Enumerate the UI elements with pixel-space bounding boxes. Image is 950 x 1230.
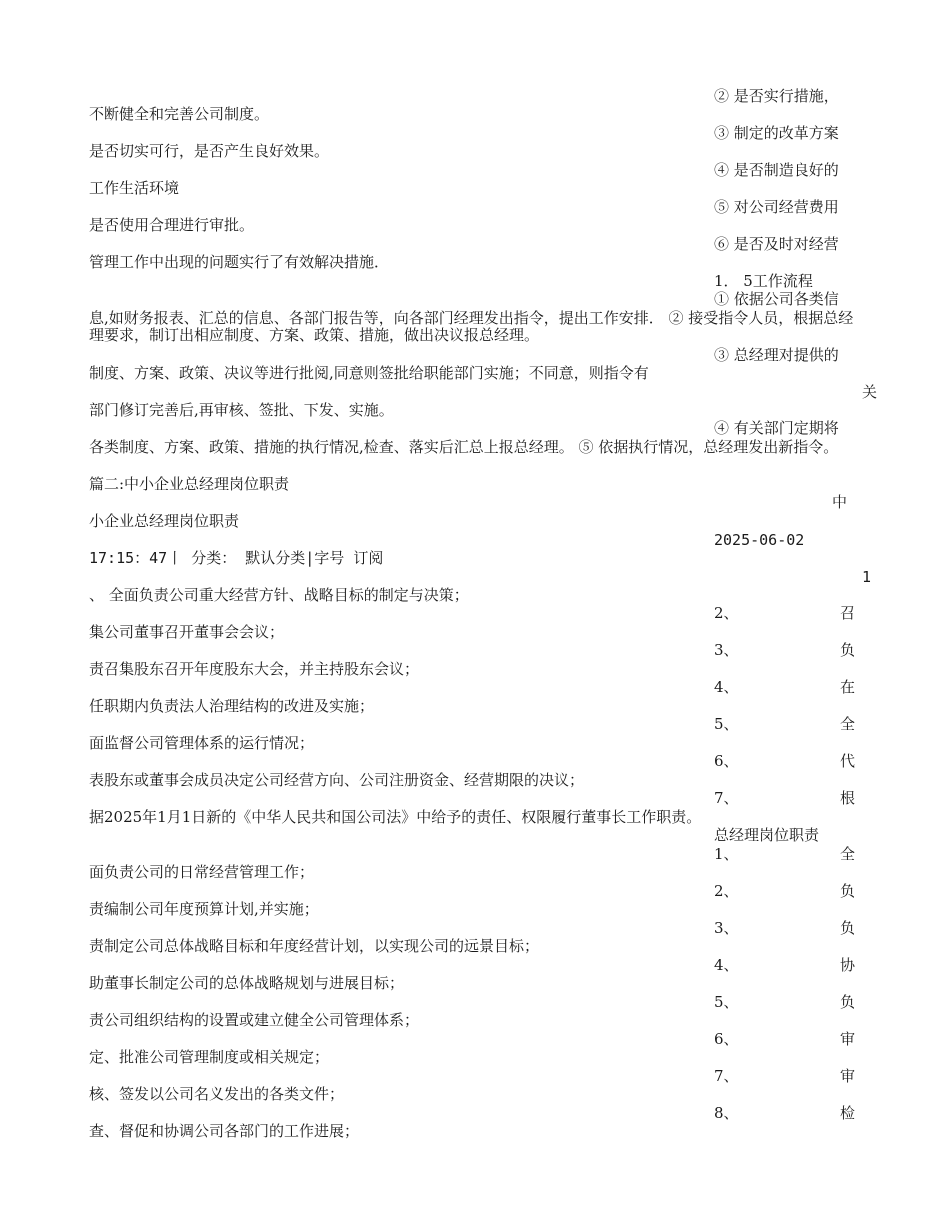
- list-char: 负: [840, 882, 856, 900]
- list-char: 负: [840, 919, 856, 937]
- list-char: 检: [840, 1104, 856, 1122]
- duty-line: 面负责公司的日常经营管理工作；: [89, 863, 315, 881]
- list-char: 审: [840, 1067, 856, 1085]
- flow-item: ③ 总经理对提供的: [714, 346, 839, 364]
- check-item: ③ 制定的改革方案: [714, 124, 839, 142]
- duty-line: 定、批准公司管理制度或相关规定；: [89, 1048, 330, 1066]
- check-item: ⑤ 对公司经营费用: [714, 198, 839, 216]
- duty-line: 表股东或董事会成员决定公司经营方向、公司注册资金、经营期限的决议；: [89, 771, 585, 789]
- list-number: 2、: [714, 882, 739, 900]
- list-number: 6、: [714, 1030, 739, 1048]
- stray-character: 关: [862, 383, 878, 401]
- list-number: 6、: [714, 752, 739, 770]
- list-number: 3、: [714, 919, 739, 937]
- list-number: 1: [862, 568, 872, 586]
- duty-line: 责召集股东召开年度股东大会，并主持股东会议；: [89, 660, 420, 678]
- list-number: 7、: [714, 1067, 739, 1085]
- list-char: 代: [840, 752, 856, 770]
- list-char: 协: [840, 956, 856, 974]
- duty-line: 查、督促和协调公司各部门的工作进展；: [89, 1122, 360, 1140]
- list-number: 4、: [714, 678, 739, 696]
- duty-line: 集公司董事召开董事会会议；: [89, 623, 285, 641]
- body-line: 制度、方案、政策、决议等进行批阅,同意则签批给职能部门实施；不同意，则指令有: [89, 364, 649, 382]
- list-number: 8、: [714, 1104, 739, 1122]
- article-title: 篇二:中小企业总经理岗位职责: [89, 475, 290, 493]
- article-subtitle: 小企业总经理岗位职责: [89, 512, 240, 530]
- duty-line: 核、签发以公司名义发出的各类文件；: [89, 1085, 345, 1103]
- check-item: ④ 是否制造良好的: [714, 161, 839, 179]
- list-number: 1、: [714, 845, 739, 863]
- workflow-paragraph: 各类制度、方案、政策、措施的执行情况,检查、落实后汇总上报总经理。 ⑤ 依据执行情况，总经理发出新指令。: [89, 438, 839, 456]
- list-char: 全: [840, 845, 856, 863]
- list-char: 全: [840, 715, 856, 733]
- duty-line: 、 全面负责公司重大经营方针、战略目标的制定与决策；: [89, 586, 469, 604]
- list-char: 在: [840, 678, 856, 696]
- check-item: ② 是否实行措施，: [714, 87, 839, 105]
- workflow-paragraph: 息,如财务报表、汇总的信息、各部门报告等，向各部门经理发出指令，提出工作安排． ② 接受指令人员，根据总经理要求，制订出相应制度、方案、政策、措施，做出决议报总经理。: [89, 309, 854, 344]
- list-number: 5、: [714, 715, 739, 733]
- list-char: 负: [840, 993, 856, 1011]
- body-line: 不断健全和完善公司制度。: [89, 105, 270, 123]
- list-char: 审: [840, 1030, 856, 1048]
- list-number: 2、: [714, 604, 739, 622]
- duty-line: 责编制公司年度预算计划,并实施；: [89, 900, 319, 918]
- duty-line: 助董事长制定公司的总体战略规划与进展目标；: [89, 974, 405, 992]
- duty-line: 责制定公司总体战略目标和年度经营计划，以实现公司的远景目标；: [89, 937, 540, 955]
- duty-line: 据2025年1月1日新的《中华人民共和国公司法》中给予的责任、权限履行董事长工作职责。: [89, 808, 702, 826]
- body-line: 部门修订完善后,再审核、签批、下发、实施。: [89, 401, 394, 419]
- duty-line: 责公司组织结构的设置或建立健全公司管理体系；: [89, 1011, 420, 1029]
- list-char: 召: [840, 604, 856, 622]
- list-char: 负: [840, 641, 856, 659]
- list-number: 5、: [714, 993, 739, 1011]
- duty-line: 任职期内负责法人治理结构的改进及实施；: [89, 697, 375, 715]
- body-line: 管理工作中出现的问题实行了有效解决措施．: [89, 253, 390, 271]
- flow-item: ① 依据公司各类信: [714, 290, 839, 308]
- stray-character: 中: [832, 493, 848, 511]
- list-number: 3、: [714, 641, 739, 659]
- post-meta: 17:15：47丨 分类： 默认分类|字号 订阅: [89, 549, 384, 567]
- duty-line: 面监督公司管理体系的运行情况；: [89, 734, 315, 752]
- list-number: 7、: [714, 789, 739, 807]
- flow-item: ④ 有关部门定期将: [714, 419, 839, 437]
- body-line: 是否切实可行，是否产生良好效果。: [89, 142, 330, 160]
- workflow-heading: 1． 5工作流程: [714, 272, 813, 290]
- body-line: 是否使用合理进行审批。: [89, 216, 255, 234]
- gm-duties-heading: 总经理岗位职责: [714, 826, 820, 844]
- list-char: 根: [840, 789, 856, 807]
- check-item: ⑥ 是否及时对经营: [714, 235, 839, 253]
- body-line: 工作生活环境: [89, 179, 180, 197]
- list-number: 4、: [714, 956, 739, 974]
- post-date: 2025-06-02: [714, 531, 805, 549]
